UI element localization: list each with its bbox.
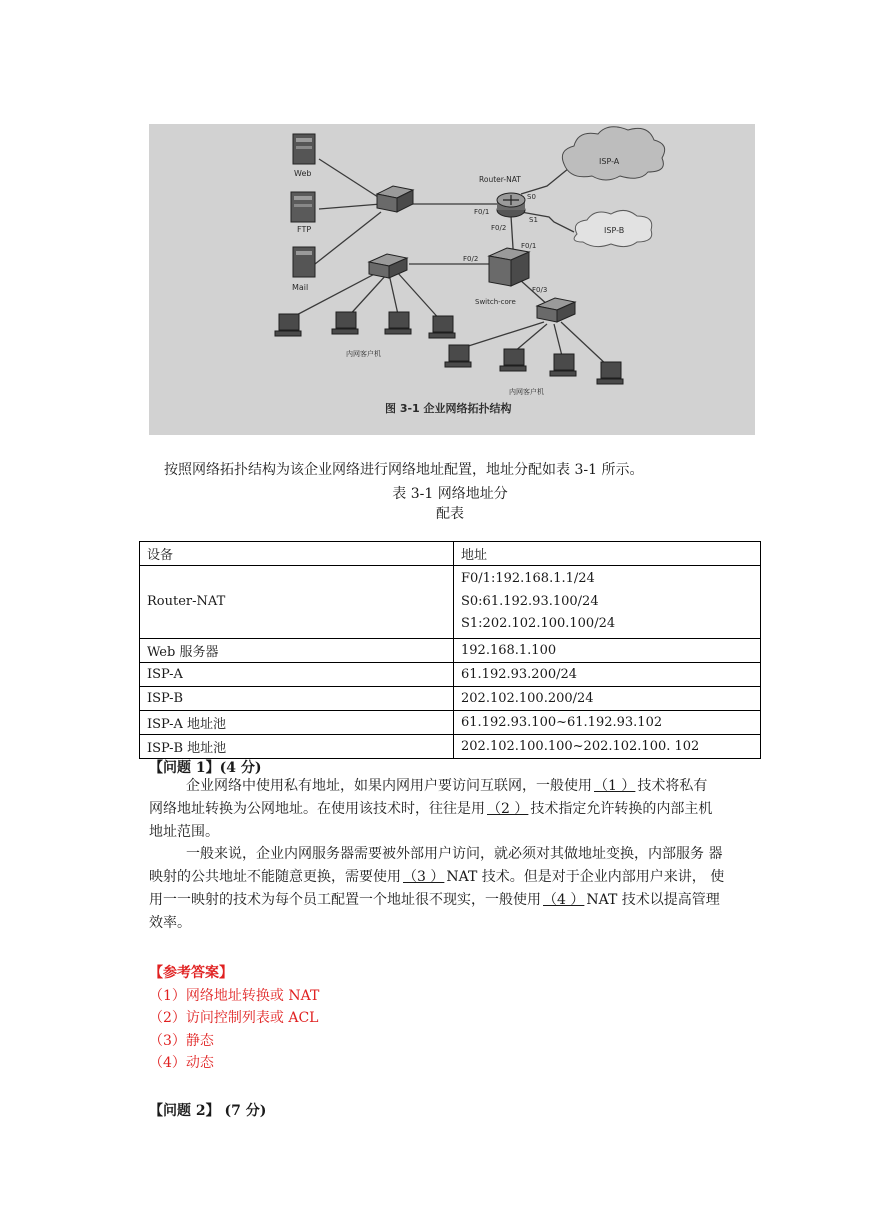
topology-figure [149,124,755,435]
table-row [140,638,761,662]
ftp-server-icon [291,192,315,234]
address-line: F0/1:192.168.1.1/24 [461,571,595,586]
clients-right-label: 内网客户机 [509,388,544,396]
device-cell: ISP-A 地址池 [140,710,454,734]
table-header-row [140,542,761,566]
switch-core-label: Switch-core [475,298,516,306]
address-cell: 192.168.1.100 [454,638,761,662]
address-table [139,541,761,759]
address-cell [454,566,761,639]
table-row [140,566,761,639]
right-access-switch-icon [537,298,575,322]
question2-title: 【问题 2】 (7 分) [149,1103,267,1119]
device-cell: ISP-B [140,686,454,710]
header-address: 地址 [454,542,761,566]
header-device: 设备 [140,542,454,566]
answer-item: （4）动态 [149,1055,214,1071]
q1-text: NAT 技术。但是对于企业内部用户来讲， 使用一一映射的技术为每个员工配置一个地址很不现实，一般使用 [149,869,725,908]
q1-text: 一般来说，企业内网服务器需要被外部用户访问，就必须对其做地址变换，内部服务 器映射的公共地址不能随意更换，需要使用 [149,846,723,885]
router-s1-label: S1 [529,216,538,224]
table-caption-line1: 表 3-1 网络地址分 [392,486,508,502]
client-pc-icons [275,312,623,384]
q1-text: 企业网络中使用私有地址，如果内网用户要访问互联网，一般使用 [186,778,592,794]
router-s0-label: S0 [527,193,536,201]
address-cell: 61.192.93.200/24 [454,662,761,686]
blank-4: （4 ） [543,892,585,908]
answer-item: （3）静态 [149,1033,214,1049]
switch-core-icon [463,242,547,306]
question1-paragraph1 [149,775,725,844]
q1-text: 技术将私有 网络地址转换为公网地址。在使用该技术时，往往是用 [149,778,708,817]
blank-2: （2 ） [487,801,529,817]
mail-server-icon [292,247,315,292]
device-cell: Router-NAT [140,566,454,639]
table-row [140,734,761,758]
router-f01-label: F0/1 [474,208,490,216]
question1-title: 【问题 1】(4 分) [149,760,262,776]
core-f01-label: F0/1 [521,242,537,250]
intro-text: 按照网络拓扑结构为该企业网络进行网络地址配置，地址分配如表 3-1 所示。 [164,462,644,478]
q1-text: NAT 技术以提高管理效率。 [149,892,720,931]
question1-paragraph2 [149,843,725,935]
isp-b-label: ISP-B [604,226,625,235]
address-cell: 202.102.100.200/24 [454,686,761,710]
isp-a-cloud [562,127,664,180]
isp-a-label: ISP-A [599,157,620,166]
table-caption-line2: 配表 [436,506,464,522]
blank-3: （3 ） [403,869,445,885]
answer-title: 【参考答案】 [149,965,233,981]
table-row [140,686,761,710]
device-cell: Web 服务器 [140,638,454,662]
router-nat-label: Router-NAT [479,175,521,184]
web-label: Web [294,169,312,178]
address-line: S1:202.102.100.100/24 [461,616,616,631]
table-row [140,710,761,734]
core-f02-label: F0/2 [463,255,479,263]
blank-1: （1 ） [594,778,636,794]
core-f03-label: F0/3 [532,286,548,294]
answer-item: （2）访问控制列表或 ACL [149,1010,319,1026]
device-cell: ISP-A [140,662,454,686]
device-cell: ISP-B 地址池 [140,734,454,758]
topology-diagram [149,124,755,435]
figure-caption: 图 3-1 企业网络拓扑结构 [385,402,512,415]
clients-left-label: 内网客户机 [346,350,381,358]
table-row [140,662,761,686]
ftp-label: FTP [297,225,312,234]
q1-text: 技术指定允许转换的内部主机地址范围。 [149,801,713,840]
web-server-icon [293,134,315,178]
address-cell: 202.102.100.100~202.102.100. 102 [454,734,761,758]
router-f02-label: F0/2 [491,224,507,232]
left-access-switch-icon [369,254,407,278]
answer-item: （1）网络地址转换或 NAT [149,988,320,1004]
address-line: S0:61.192.93.100/24 [461,593,599,609]
isp-b-cloud [574,210,652,246]
server-switch-icon [377,186,413,212]
mail-label: Mail [292,283,309,292]
address-cell: 61.192.93.100~61.192.93.102 [454,710,761,734]
